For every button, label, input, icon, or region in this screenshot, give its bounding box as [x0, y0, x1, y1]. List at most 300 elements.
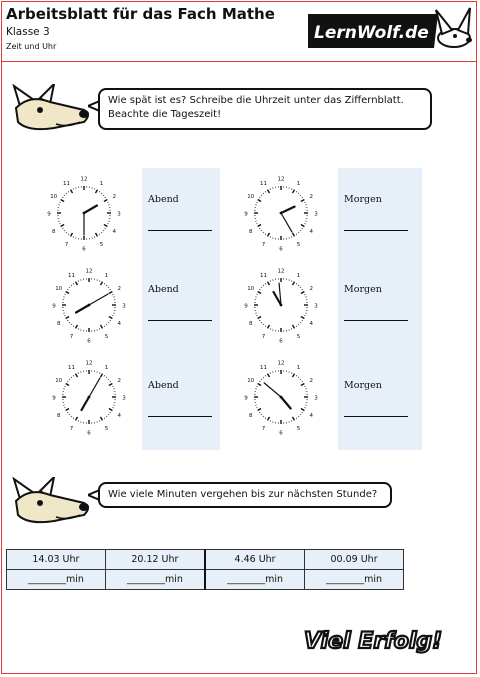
clock-number: 9: [47, 211, 51, 218]
clock-tick: [300, 414, 301, 415]
clock-number: 6: [279, 246, 283, 253]
clock-tick: [73, 418, 74, 419]
clock-tick: [304, 223, 305, 224]
clock-tick: [263, 193, 264, 194]
clock-number: 5: [99, 241, 104, 248]
clock-tick: [296, 375, 297, 376]
answer-cell[interactable]: ________min: [7, 570, 106, 590]
clock-tick: [301, 292, 304, 294]
clock-tick: [66, 317, 69, 319]
clock-tick: [67, 412, 68, 413]
clock-tick: [104, 200, 107, 202]
task2-instruction: Wie viele Minuten vergehen bis zur nächsten Stunde?: [98, 482, 392, 508]
clock-tick: [112, 386, 113, 387]
clock-tick: [256, 223, 257, 224]
clock-number: 2: [309, 286, 314, 292]
wolf-logo-icon: [436, 8, 472, 47]
clock-tick: [291, 372, 292, 373]
hour-hand: [84, 206, 97, 214]
clock-tick: [64, 386, 65, 387]
clock-number: 3: [314, 395, 318, 402]
answer-line[interactable]: [344, 320, 408, 321]
topic-label: Zeit und Uhr: [6, 42, 57, 51]
clock-tick: [67, 381, 68, 382]
clock-tick: [296, 191, 297, 192]
clock-tick: [104, 225, 107, 227]
clock-tick: [71, 324, 72, 325]
clock-tick: [104, 418, 105, 419]
clock-number: 4: [117, 413, 122, 419]
clock-number: 2: [117, 286, 122, 292]
clock-tick: [59, 202, 60, 203]
clock-tick: [261, 287, 262, 288]
header-divider: [1, 61, 477, 62]
clock-tick: [78, 328, 79, 329]
clock-number: 4: [112, 229, 117, 235]
clock-tick: [259, 228, 260, 229]
signoff-lettering: [300, 616, 450, 668]
clock-tick: [265, 375, 266, 376]
clock-tick: [96, 233, 98, 236]
clock-tick: [256, 386, 257, 387]
worksheet-title: Arbeitsblatt für das Fach Mathe: [6, 5, 275, 23]
clock-tick: [268, 282, 270, 285]
minute-hand: [89, 294, 108, 305]
clock-tick: [104, 326, 105, 327]
daytime-label: Abend: [148, 284, 179, 295]
clock-number: 2: [309, 194, 314, 200]
table-row: [7, 570, 404, 590]
clock-tick: [298, 377, 299, 378]
clock-number: 8: [56, 413, 61, 419]
clock-number: 3: [314, 211, 318, 218]
daytime-label: Abend: [148, 194, 179, 205]
answer-line[interactable]: [344, 416, 408, 417]
clock-tick: [64, 195, 65, 196]
clock-tick: [263, 377, 264, 378]
clock-number: 11: [260, 181, 267, 188]
clock-number: 1: [296, 273, 301, 280]
clock-tick: [76, 282, 78, 285]
clock-tick: [298, 232, 299, 233]
answer-column-morning: [338, 168, 422, 450]
clock-number: 7: [64, 241, 69, 248]
clock-tick: [293, 417, 295, 420]
clock-tick: [73, 188, 74, 189]
clock-number: 10: [55, 286, 63, 292]
clock-number: 12: [277, 360, 285, 367]
clock-tick: [103, 230, 104, 231]
clock-tick: [296, 283, 297, 284]
clock-face: [236, 264, 326, 346]
clock-tick: [268, 233, 270, 236]
clock-tick: [304, 407, 305, 408]
minute-hand: [89, 378, 100, 397]
clock-tick: [270, 280, 271, 281]
clock-tick: [78, 420, 79, 421]
clock-tick: [261, 414, 262, 415]
clock-tick: [73, 326, 74, 327]
clock-tick: [304, 294, 305, 295]
clock-center: [88, 396, 91, 399]
clock-tick: [71, 285, 72, 286]
clock-tick: [293, 282, 295, 285]
clock-number: 6: [279, 430, 283, 437]
clock-number: 6: [87, 430, 91, 437]
clock-tick: [59, 223, 60, 224]
clock-tick: [265, 234, 266, 235]
clock-number: 9: [244, 395, 248, 402]
clock-tick: [61, 225, 64, 227]
clock-tick: [259, 381, 260, 382]
clock-tick: [258, 384, 261, 386]
clock-tick: [302, 197, 303, 198]
clock-tick: [298, 285, 299, 286]
clock-tick: [258, 409, 261, 411]
clock-tick: [291, 280, 292, 281]
clock-number: 7: [261, 333, 266, 340]
clock-tick: [291, 188, 292, 189]
clock-center: [83, 212, 86, 215]
clock-number: 3: [122, 395, 126, 402]
clock-tick: [270, 328, 271, 329]
clock-number: 6: [87, 338, 91, 345]
signoff-text: Viel Erfolg!: [304, 629, 443, 654]
clock-tick: [301, 409, 304, 411]
clock-tick: [265, 191, 266, 192]
clock-number: 10: [55, 378, 63, 384]
clock-tick: [64, 407, 65, 408]
clock-number: 5: [296, 425, 301, 432]
clock-number: 5: [104, 333, 109, 340]
daytime-label: Abend: [148, 380, 179, 391]
clock-tick: [67, 320, 68, 321]
clock-number: 7: [261, 425, 266, 432]
clock-tick: [64, 230, 65, 231]
clock-tick: [105, 197, 106, 198]
clock-tick: [64, 294, 65, 295]
clock-tick: [69, 379, 70, 380]
clock-tick: [112, 407, 113, 408]
clock-number: 3: [117, 211, 121, 218]
clock-number: 2: [309, 378, 314, 384]
minute-hand: [264, 383, 281, 397]
clock-tick: [66, 409, 69, 411]
clock-number: 11: [68, 365, 75, 372]
clock-tick: [259, 320, 260, 321]
answer-column-evening: [142, 168, 220, 450]
clock-number: 12: [277, 176, 285, 183]
clock-tick: [107, 223, 108, 224]
clock-tick: [99, 420, 100, 421]
clock-tick: [106, 324, 107, 325]
time-cell: 00.09 Uhr: [305, 550, 404, 570]
clock-tick: [261, 230, 262, 231]
clock-tick: [270, 188, 271, 189]
clock-number: 1: [99, 181, 104, 188]
clock-number: 9: [52, 303, 56, 310]
clock-tick: [296, 234, 297, 235]
clock-tick: [76, 417, 78, 420]
hour-hand: [76, 305, 89, 313]
answer-line[interactable]: [344, 230, 408, 231]
clock-number: 8: [248, 229, 253, 235]
clock-tick: [99, 372, 100, 373]
clock-tick: [101, 193, 102, 194]
clock-tick: [109, 292, 112, 294]
clock-number: 11: [68, 273, 75, 280]
hour-hand: [281, 397, 291, 408]
clock-number: 3: [314, 303, 318, 310]
clock-tick: [110, 381, 111, 382]
clock-number: 9: [52, 395, 56, 402]
time-cell: 20.12 Uhr: [105, 550, 205, 570]
clock-center: [280, 396, 283, 399]
clock-tick: [302, 320, 303, 321]
daytime-label: Morgen: [344, 284, 382, 295]
clock-tick: [256, 294, 257, 295]
clock-tick: [69, 287, 70, 288]
clock-tick: [94, 188, 95, 189]
clock-face: [39, 172, 129, 254]
clock-tick: [101, 417, 103, 420]
clock-tick: [301, 225, 304, 227]
clock-number: 3: [122, 303, 126, 310]
clock-tick: [265, 326, 266, 327]
daytime-label: Morgen: [344, 380, 382, 391]
clock-tick: [99, 328, 100, 329]
clock-tick: [298, 416, 299, 417]
clock-tick: [258, 317, 261, 319]
clock-tick: [261, 195, 262, 196]
clock-tick: [106, 377, 107, 378]
clock-tick: [106, 285, 107, 286]
clock-tick: [265, 283, 266, 284]
clock-tick: [110, 289, 111, 290]
clock-number: 10: [247, 194, 255, 200]
clock-tick: [62, 197, 63, 198]
clock-tick: [99, 234, 100, 235]
clock-number: 11: [260, 273, 267, 280]
clock-center: [88, 304, 91, 307]
clock-tick: [71, 377, 72, 378]
clock-number: 8: [51, 229, 56, 235]
clock-number: 4: [309, 413, 314, 419]
clock-number: 10: [247, 286, 255, 292]
clock-number: 8: [248, 413, 253, 419]
clock-face: [44, 264, 134, 346]
clock-tick: [265, 418, 266, 419]
clock-tick: [300, 379, 301, 380]
clock-tick: [66, 384, 69, 386]
clock-tick: [291, 236, 292, 237]
clock-number: 11: [63, 181, 70, 188]
clock-tick: [101, 325, 103, 328]
clock-number: 2: [117, 378, 122, 384]
time-cell: 14.03 Uhr: [7, 550, 106, 570]
clock-tick: [71, 416, 72, 417]
clock-number: 1: [296, 365, 301, 372]
clock-tick: [261, 322, 262, 323]
answer-cell[interactable]: ________min: [205, 570, 305, 590]
clock-tick: [300, 322, 301, 323]
clock-tick: [66, 292, 69, 294]
clock-number: 9: [244, 211, 248, 218]
hour-hand: [281, 207, 295, 213]
clock-tick: [300, 287, 301, 288]
clock-tick: [78, 280, 79, 281]
clock-face: [236, 356, 326, 438]
clock-tick: [259, 197, 260, 198]
clock-number: 4: [117, 321, 122, 327]
clock-tick: [302, 412, 303, 413]
clock-number: 7: [69, 333, 74, 340]
clock-face: [44, 356, 134, 438]
wolf-mascot-icon: [10, 84, 94, 136]
clock-number: 12: [80, 176, 88, 183]
clock-tick: [61, 200, 64, 202]
clock-tick: [66, 232, 67, 233]
clock-tick: [293, 233, 295, 236]
clock-tick: [69, 414, 70, 415]
clock-tick: [66, 193, 67, 194]
clock-tick: [112, 294, 113, 295]
clock-number: 5: [104, 425, 109, 432]
clock-tick: [256, 315, 257, 316]
clock-tick: [99, 191, 100, 192]
clock-number: 6: [82, 246, 86, 253]
clock-tick: [96, 190, 98, 193]
clock-tick: [270, 420, 271, 421]
clock-tick: [261, 379, 262, 380]
clock-tick: [109, 317, 112, 319]
clock-tick: [300, 230, 301, 231]
clock-tick: [108, 322, 109, 323]
clock-number: 11: [260, 365, 267, 372]
clock-tick: [68, 191, 69, 192]
clock-tick: [104, 375, 105, 376]
clock-number: 1: [104, 273, 109, 280]
clock-tick: [94, 236, 95, 237]
clock-tick: [76, 325, 78, 328]
clock-face: [236, 172, 326, 254]
clock-tick: [101, 282, 103, 285]
clock-tick: [258, 200, 261, 202]
clock-tick: [73, 236, 74, 237]
clock-number: 10: [247, 378, 255, 384]
clock-number: 7: [261, 241, 266, 248]
clock-tick: [268, 325, 270, 328]
clock-center: [280, 212, 283, 215]
clock-tick: [76, 374, 78, 377]
clock-tick: [71, 190, 73, 193]
clock-tick: [293, 325, 295, 328]
clock-tick: [62, 228, 63, 229]
clock-tick: [110, 412, 111, 413]
clock-tick: [110, 320, 111, 321]
clock-tick: [302, 381, 303, 382]
clock-tick: [69, 322, 70, 323]
clock-tick: [107, 202, 108, 203]
answer-cell[interactable]: ________min: [305, 570, 404, 590]
clock-number: 1: [104, 365, 109, 372]
clock-number: 10: [50, 194, 58, 200]
grade-label: Klasse 3: [6, 26, 50, 38]
time-cell: 4.46 Uhr: [205, 550, 305, 570]
answer-cell[interactable]: ________min: [105, 570, 205, 590]
clock-tick: [302, 228, 303, 229]
answer-line[interactable]: [148, 320, 212, 321]
clock-tick: [293, 190, 295, 193]
clock-tick: [259, 412, 260, 413]
clock-tick: [259, 289, 260, 290]
clock-tick: [268, 190, 270, 193]
clock-number: 5: [296, 241, 301, 248]
clock-tick: [268, 374, 270, 377]
answer-line[interactable]: [148, 230, 212, 231]
clock-number: 8: [248, 321, 253, 327]
logo-text: LernWolf.de: [314, 23, 429, 43]
clock-tick: [298, 324, 299, 325]
clock-number: 9: [244, 303, 248, 310]
clock-number: 6: [279, 338, 283, 345]
clock-tick: [64, 315, 65, 316]
clock-tick: [68, 234, 69, 235]
minute-hand: [281, 213, 292, 232]
clock-number: 8: [56, 321, 61, 327]
clock-tick: [263, 416, 264, 417]
clock-tick: [99, 280, 100, 281]
clock-tick: [78, 372, 79, 373]
clock-tick: [71, 233, 73, 236]
clock-number: 12: [85, 268, 93, 275]
clock-tick: [291, 420, 292, 421]
clock-tick: [101, 232, 102, 233]
clock-number: 4: [309, 229, 314, 235]
clock-tick: [270, 372, 271, 373]
clock-tick: [304, 315, 305, 316]
clock-number: 5: [296, 333, 301, 340]
clock-tick: [73, 375, 74, 376]
clock-tick: [104, 283, 105, 284]
clock-tick: [301, 317, 304, 319]
answer-line[interactable]: [148, 416, 212, 417]
table-row: [7, 550, 404, 570]
hour-hand: [82, 397, 90, 410]
clock-tick: [301, 384, 304, 386]
clock-tick: [263, 324, 264, 325]
clock-number: 1: [296, 181, 301, 188]
clock-tick: [296, 326, 297, 327]
clock-tick: [108, 379, 109, 380]
clock-tick: [73, 283, 74, 284]
clock-tick: [300, 195, 301, 196]
clock-tick: [108, 287, 109, 288]
daytime-label: Morgen: [344, 194, 382, 205]
clock-tick: [268, 417, 270, 420]
clock-center: [280, 304, 283, 307]
clock-tick: [304, 202, 305, 203]
clock-number: 4: [309, 321, 314, 327]
clock-tick: [112, 315, 113, 316]
clock-tick: [258, 225, 261, 227]
clock-number: 2: [112, 194, 117, 200]
minutes-table: [6, 549, 404, 590]
clock-tick: [302, 289, 303, 290]
clock-number: 7: [69, 425, 74, 432]
clock-number: 12: [85, 360, 93, 367]
clock-tick: [304, 386, 305, 387]
